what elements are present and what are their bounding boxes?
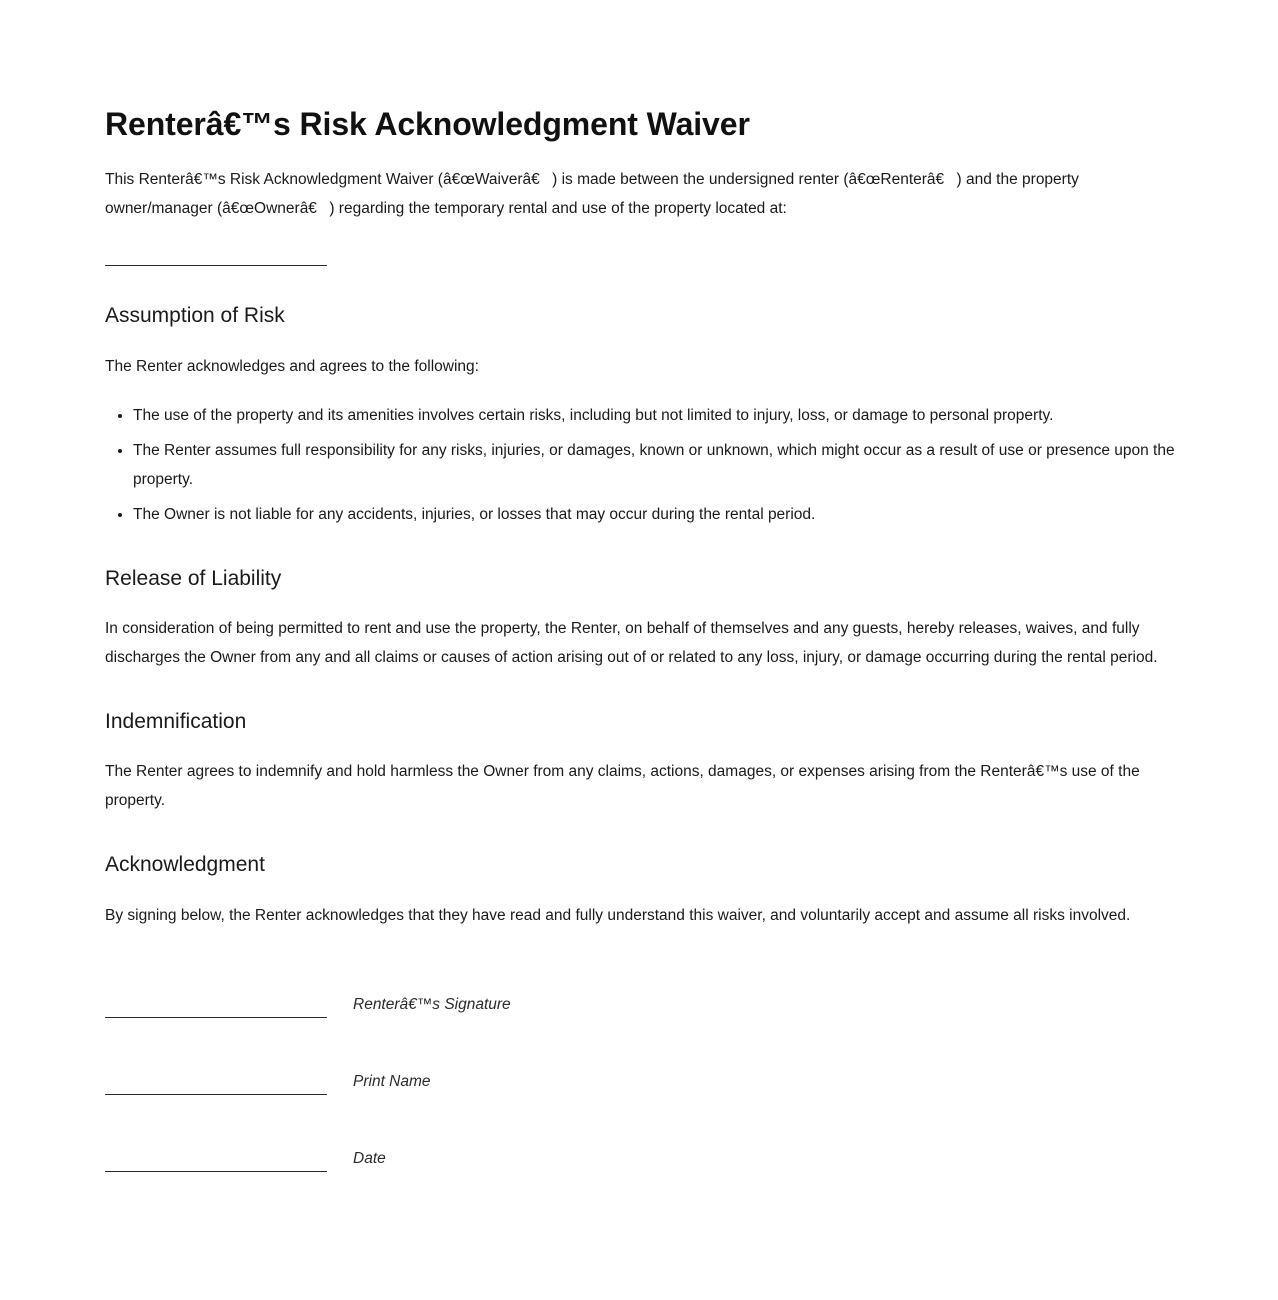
section-gap xyxy=(105,672,1175,708)
list-item: • The use of the property and its amenities involves certain risks, including but not limited to injury, loss, or damage to personal property. xyxy=(133,401,1175,430)
release-of-liability-body: In consideration of being permitted to rent and use the property, the Renter, on behalf of themselves and any guests, hereby releases, waives, and fully discharges the Owner from any and all claims or causes of action arising out of or related to any loss, injury, or damage occurring during the rental period. xyxy=(105,619,1158,666)
renter-signature-label: Renterâ€™s Signature xyxy=(353,995,511,1013)
signature-row-date xyxy=(105,1136,1175,1213)
print-name-line[interactable] xyxy=(105,1094,327,1095)
assumption-of-risk-list xyxy=(105,401,1175,529)
signature-row-renter-signature xyxy=(105,982,1175,1059)
section-heading-acknowledgment: Acknowledgment xyxy=(105,853,265,877)
section-gap xyxy=(105,529,1175,565)
list-gap xyxy=(105,381,1175,401)
signature-block-gap xyxy=(105,930,1175,982)
address-spacer xyxy=(105,223,1175,265)
page-title: Renterâ€™s Risk Acknowledgment Waiver xyxy=(105,106,750,142)
date-line[interactable] xyxy=(105,1171,327,1172)
section-heading-indemnification: Indemnification xyxy=(105,709,247,733)
list-item: • The Owner is not liable for any accidents, injuries, or losses that may occur during the rental period. xyxy=(133,500,1175,529)
section-heading-release-of-liability: Release of Liability xyxy=(105,566,282,590)
intro-paragraph: This Renterâ€™s Risk Acknowledgment Waiver (â€œWaiverâ€) is made between the undersigned renter (â€œRenterâ€) and the property owner/manager (â€œOwnerâ€) regarding the temporary rental and use of the property located at: xyxy=(105,171,1079,218)
print-name-label: Print Name xyxy=(353,1072,431,1090)
assumption-of-risk-intro: The Renter acknowledges and agrees to the following: xyxy=(105,357,479,375)
section-gap xyxy=(105,266,1175,302)
section-gap xyxy=(105,815,1175,851)
section-heading-assumption-of-risk: Assumption of Risk xyxy=(105,304,285,328)
date-label: Date xyxy=(353,1149,386,1167)
indemnification-body: The Renter agrees to indemnify and hold harmless the Owner from any claims, actions, damages, or expenses arising from the Renterâ€™s use of the property. xyxy=(105,763,1140,810)
list-item: • The Renter assumes full responsibility for any risks, injuries, or damages, known or unknown, which might occur as a result of use or presence upon the property. xyxy=(133,436,1175,494)
document-content xyxy=(105,0,1175,1213)
acknowledgment-body: By signing below, the Renter acknowledges that they have read and fully understand this waiver, and voluntarily accept and assume all risks involved. xyxy=(105,906,1131,924)
renter-signature-line[interactable] xyxy=(105,1017,327,1018)
signature-row-print-name xyxy=(105,1059,1175,1136)
